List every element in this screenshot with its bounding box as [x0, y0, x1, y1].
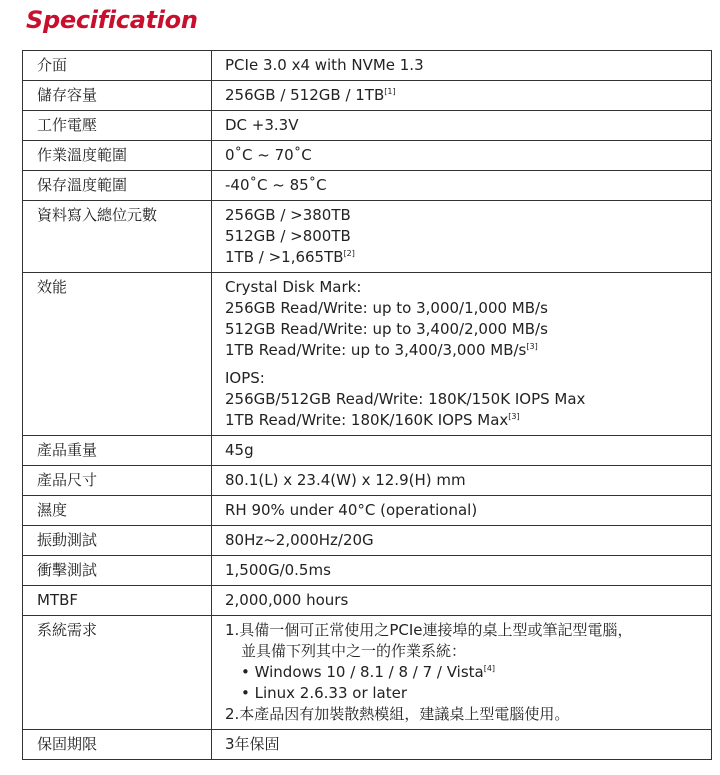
spec-value — [212, 586, 712, 616]
spec-value-text: 512GB Read/Write: up to 3,400/2,000 MB/s — [225, 320, 548, 338]
spec-value-line — [225, 410, 701, 431]
spec-value-line — [225, 55, 701, 76]
spec-table-body — [23, 51, 712, 760]
spec-value-line — [225, 440, 701, 461]
spec-value — [212, 273, 712, 436]
spec-value — [212, 436, 712, 466]
spec-value-line — [225, 226, 701, 247]
spec-key: 作業溫度範圍 — [23, 141, 212, 171]
spec-row — [23, 616, 712, 730]
footnote-ref: [1] — [384, 87, 396, 96]
spec-value-line — [225, 205, 701, 226]
spec-table — [22, 50, 712, 760]
spec-key: 儲存容量 — [23, 81, 212, 111]
spec-value-text: 256GB / >380TB — [225, 206, 351, 224]
spec-value-text: 80.1(L) x 23.4(W) x 12.9(H) mm — [225, 471, 466, 489]
spec-value-text: 512GB / >800TB — [225, 227, 351, 245]
spec-value-line — [225, 389, 701, 410]
spec-value — [212, 141, 712, 171]
spec-value-line — [225, 734, 701, 755]
spec-value-spacer — [225, 361, 701, 368]
spec-value-text: 256GB Read/Write: up to 3,000/1,000 MB/s — [225, 299, 548, 317]
spec-value-text: 3年保固 — [225, 735, 280, 753]
spec-value — [212, 556, 712, 586]
spec-value — [212, 730, 712, 760]
spec-value-line — [225, 85, 701, 106]
spec-row — [23, 81, 712, 111]
spec-key: 保固期限 — [23, 730, 212, 760]
spec-value-text: RH 90% under 40°C (operational) — [225, 501, 478, 519]
spec-value-text: -40˚C ~ 85˚C — [225, 176, 327, 194]
spec-value — [212, 51, 712, 81]
spec-key: 工作電壓 — [23, 111, 212, 141]
spec-row — [23, 466, 712, 496]
spec-value-line — [225, 530, 701, 551]
spec-row — [23, 586, 712, 616]
spec-row — [23, 273, 712, 436]
spec-value-text: 256GB/512GB Read/Write: 180K/150K IOPS Max — [225, 390, 586, 408]
spec-value-text: 1TB Read/Write: 180K/160K IOPS Max — [225, 411, 509, 429]
footnote-ref: [2] — [343, 249, 355, 258]
spec-value-line — [225, 175, 701, 196]
page-title: Specification — [26, 6, 198, 34]
footnote-ref: [3] — [508, 412, 520, 421]
spec-key: 系統需求 — [23, 616, 212, 730]
spec-value-text: 2.本產品因有加裝散熱模組，建議桌上型電腦使用。 — [225, 705, 570, 723]
spec-value-text: • Linux 2.6.33 or later — [241, 684, 408, 702]
spec-row — [23, 171, 712, 201]
spec-value-line — [225, 277, 701, 298]
spec-row — [23, 436, 712, 466]
spec-value-text: PCIe 3.0 x4 with NVMe 1.3 — [225, 56, 424, 74]
spec-value — [212, 616, 712, 730]
spec-row — [23, 730, 712, 760]
spec-row — [23, 526, 712, 556]
spec-key: 產品重量 — [23, 436, 212, 466]
spec-value-line — [225, 319, 701, 340]
spec-row — [23, 556, 712, 586]
spec-value — [212, 171, 712, 201]
spec-key: 濕度 — [23, 496, 212, 526]
spec-value-line — [225, 641, 701, 662]
spec-value-line — [225, 145, 701, 166]
spec-value-line — [225, 620, 701, 641]
spec-value-text: IOPS: — [225, 369, 265, 387]
spec-value-line — [225, 590, 701, 611]
spec-value-text: 並具備下列其中之一的作業系統： — [241, 642, 467, 660]
spec-value-line — [225, 560, 701, 581]
spec-row — [23, 51, 712, 81]
spec-value-text: 1TB / >1,665TB — [225, 248, 344, 266]
spec-value — [212, 496, 712, 526]
spec-value-line — [225, 247, 701, 268]
spec-key: MTBF — [23, 586, 212, 616]
spec-value-line — [225, 368, 701, 389]
spec-value-text: 256GB / 512GB / 1TB — [225, 86, 385, 104]
spec-value-line — [225, 683, 701, 704]
spec-value-line — [225, 662, 701, 683]
spec-key: 資料寫入總位元數 — [23, 201, 212, 273]
spec-value — [212, 81, 712, 111]
spec-row — [23, 111, 712, 141]
footnote-ref: [4] — [483, 664, 496, 673]
footnote-ref: [3] — [526, 342, 538, 351]
spec-value-text: 1.具備一個可正常使用之PCIe連接埠的桌上型或筆記型電腦， — [225, 621, 633, 639]
spec-value-text: 1TB Read/Write: up to 3,400/3,000 MB/s — [225, 341, 527, 359]
spec-value-text: Crystal Disk Mark: — [225, 278, 362, 296]
spec-value-text: 80Hz~2,000Hz/20G — [225, 531, 374, 549]
spec-value-text: 0˚C ~ 70˚C — [225, 146, 312, 164]
spec-value-text: 2,000,000 hours — [225, 591, 349, 609]
spec-value — [212, 466, 712, 496]
spec-value-line — [225, 470, 701, 491]
spec-value — [212, 111, 712, 141]
spec-key: 衝擊測試 — [23, 556, 212, 586]
spec-value-line — [225, 340, 701, 361]
spec-key: 振動測試 — [23, 526, 212, 556]
spec-key: 效能 — [23, 273, 212, 436]
spec-value-line — [225, 115, 701, 136]
spec-value-text: DC +3.3V — [225, 116, 299, 134]
spec-key: 介面 — [23, 51, 212, 81]
spec-value-text: 1,500G/0.5ms — [225, 561, 331, 579]
spec-value-text: 45g — [225, 441, 254, 459]
spec-key: 產品尺寸 — [23, 466, 212, 496]
spec-value-text: • Windows 10 / 8.1 / 8 / 7 / Vista — [241, 663, 484, 681]
spec-value — [212, 526, 712, 556]
spec-value-line — [225, 704, 701, 725]
spec-key: 保存溫度範圍 — [23, 171, 212, 201]
spec-value — [212, 201, 712, 273]
spec-value-line — [225, 500, 701, 521]
spec-row — [23, 201, 712, 273]
spec-value-line — [225, 298, 701, 319]
spec-row — [23, 141, 712, 171]
spec-row — [23, 496, 712, 526]
